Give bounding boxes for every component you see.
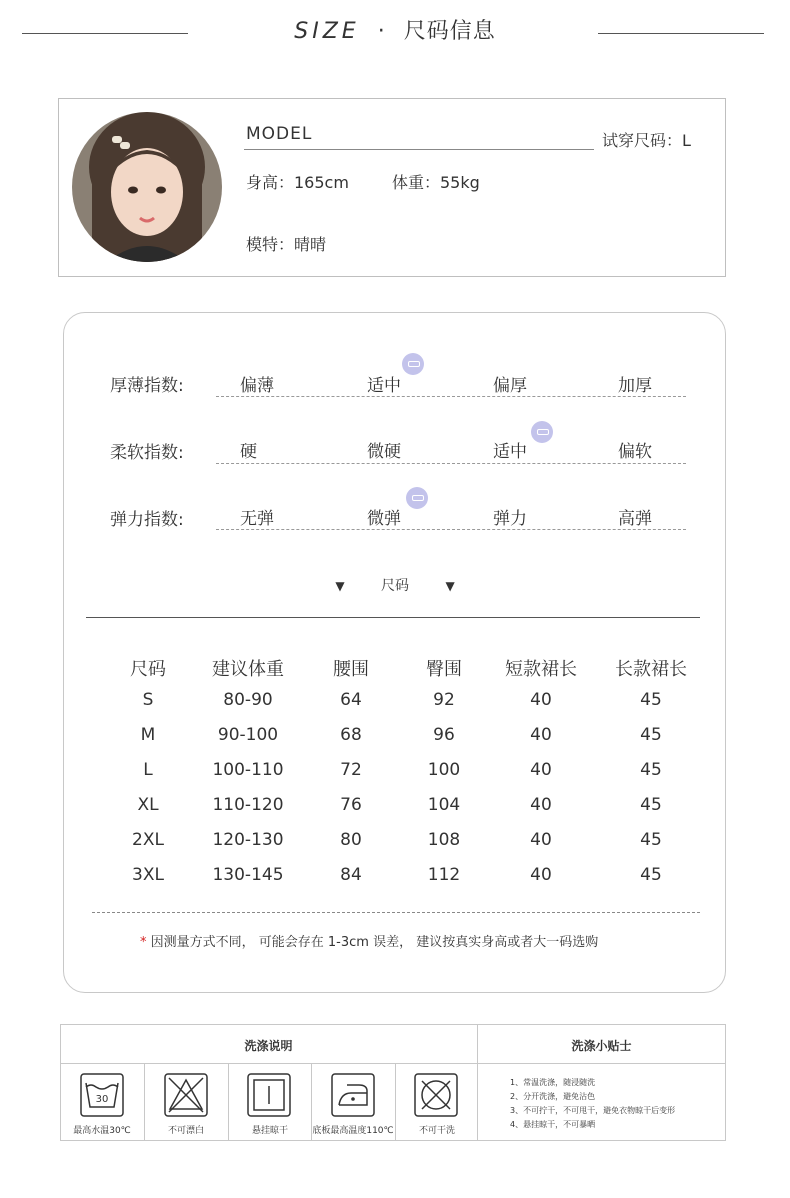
triangle-down-icon: ▼ (335, 579, 345, 593)
iron-110-icon (331, 1073, 375, 1117)
size-table-cell: 45 (640, 760, 662, 780)
wash-header-divider (60, 1063, 726, 1064)
wash-tip: 3、不可拧干，不可甩干，避免衣物晾干后变形 (510, 1106, 676, 1115)
title-separator: · (377, 19, 386, 44)
model-name: 模特：晴晴 (246, 235, 327, 254)
wash-caption: 悬挂晾干 (251, 1126, 288, 1136)
thickness-option: 偏薄 (240, 376, 274, 396)
elasticity-option: 高弹 (618, 509, 652, 529)
size-table-size-cell: S (142, 690, 154, 710)
elasticity-option: 微弹 (367, 509, 401, 529)
elasticity-option: 弹力 (493, 509, 527, 529)
no-dryclean-icon (414, 1073, 458, 1117)
page-title (0, 14, 790, 45)
size-table-cell: 80-90 (223, 690, 273, 710)
size-table-cell: 40 (530, 760, 552, 780)
size-table-cell: 110-120 (212, 795, 284, 815)
size-table-cell: 45 (640, 690, 662, 710)
table-dashed-divider (92, 912, 700, 913)
size-table-size-cell: 3XL (132, 865, 164, 885)
size-table-cell: 92 (433, 690, 455, 710)
wash-temp-badge: 30 (95, 1094, 109, 1105)
wash-30-icon (80, 1073, 124, 1117)
size-table-cell: 84 (340, 865, 362, 885)
thickness-label: 厚薄指数: (110, 376, 184, 396)
size-table-cell: 40 (530, 725, 552, 745)
wash-caption: 最高水温30℃ (73, 1126, 131, 1136)
wash-heading: 洗涤说明 (244, 1039, 293, 1053)
size-table-header: 腰围 (333, 659, 369, 680)
softness-label: 柔软指数: (110, 443, 184, 463)
thickness-option: 适中 (367, 376, 401, 396)
size-table-cell: 100-110 (212, 760, 284, 780)
title-en: SIZE (294, 19, 360, 44)
wash-tip: 1、常温洗涤，随浸随洗 (510, 1078, 596, 1087)
size-table-cell: 45 (640, 865, 662, 885)
size-section-heading (0, 575, 790, 595)
size-table-cell: 100 (427, 760, 461, 780)
size-table-cell: 108 (427, 830, 461, 850)
note-text: 因测量方式不同， 可能会存在 1-3cm 误差， 建议按真实身高或者大一码选购 (150, 935, 599, 950)
size-table-cell: 80 (340, 830, 362, 850)
size-table-cell: 76 (340, 795, 362, 815)
softness-option: 偏软 (618, 442, 652, 462)
size-section-title: 尺码 (381, 578, 409, 594)
size-panel (63, 312, 726, 993)
model-label: MODEL (246, 124, 313, 144)
title-cn: 尺码信息 (403, 19, 496, 44)
softness-line (216, 463, 686, 464)
elasticity-option: 无弹 (240, 509, 274, 529)
size-table-cell: 40 (530, 690, 552, 710)
size-table-size-cell: M (140, 725, 156, 745)
size-table-cell: 96 (433, 725, 455, 745)
size-table-cell: 45 (640, 795, 662, 815)
size-table-cell: 112 (427, 865, 461, 885)
wash-tip: 2、分开洗涤，避免沾色 (510, 1092, 596, 1101)
triangle-down-icon: ▼ (445, 579, 455, 593)
wash-tips-heading: 洗涤小贴士 (571, 1039, 632, 1053)
measurement-note (140, 931, 598, 950)
model-weight: 体重：55kg (392, 173, 480, 192)
size-table-cell: 68 (340, 725, 362, 745)
thickness-option: 加厚 (618, 376, 652, 396)
size-table-header: 短款裙长 (505, 659, 577, 680)
note-star: * (140, 935, 147, 950)
softness-option: 适中 (493, 442, 527, 462)
size-table-cell: 90-100 (217, 725, 279, 745)
softness-selected-marker (531, 421, 553, 443)
wash-tip: 4、悬挂晾干，不可暴晒 (510, 1120, 596, 1129)
size-table-cell: 40 (530, 795, 552, 815)
elasticity-line (216, 529, 686, 530)
elasticity-selected-marker (406, 487, 428, 509)
softness-option: 硬 (240, 442, 257, 462)
size-table-header: 建议体重 (212, 659, 284, 680)
elasticity-label: 弹力指数: (110, 510, 184, 530)
size-table-cell: 40 (530, 865, 552, 885)
model-avatar (72, 112, 222, 262)
size-table-cell: 104 (427, 795, 461, 815)
no-bleach-icon (164, 1073, 208, 1117)
wash-caption: 不可干洗 (418, 1126, 455, 1136)
size-table-size-cell: 2XL (132, 830, 164, 850)
size-divider (86, 617, 700, 618)
thickness-option: 偏厚 (493, 376, 527, 396)
size-table-cell: 130-145 (212, 865, 284, 885)
size-table-cell: 45 (640, 830, 662, 850)
size-table-size-cell: L (143, 760, 153, 780)
wash-caption: 底板最高温度110℃ (312, 1126, 394, 1136)
size-table-cell: 64 (340, 690, 362, 710)
thickness-line (216, 396, 686, 397)
softness-option: 微硬 (367, 442, 401, 462)
size-table-size-cell: XL (137, 795, 159, 815)
model-height: 身高：165cm (246, 173, 349, 192)
size-table-header: 长款裙长 (615, 659, 687, 680)
model-underline (244, 149, 594, 150)
size-table-cell: 72 (340, 760, 362, 780)
size-table-cell: 45 (640, 725, 662, 745)
thickness-selected-marker (402, 353, 424, 375)
size-table-cell: 120-130 (212, 830, 284, 850)
hang-dry-icon (247, 1073, 291, 1117)
trial-size: 试穿尺码：L (602, 131, 691, 150)
size-table-cell: 40 (530, 830, 552, 850)
size-table-header: 臀围 (426, 659, 462, 680)
wash-caption: 不可漂白 (167, 1126, 204, 1136)
size-table-header: 尺码 (130, 659, 166, 680)
